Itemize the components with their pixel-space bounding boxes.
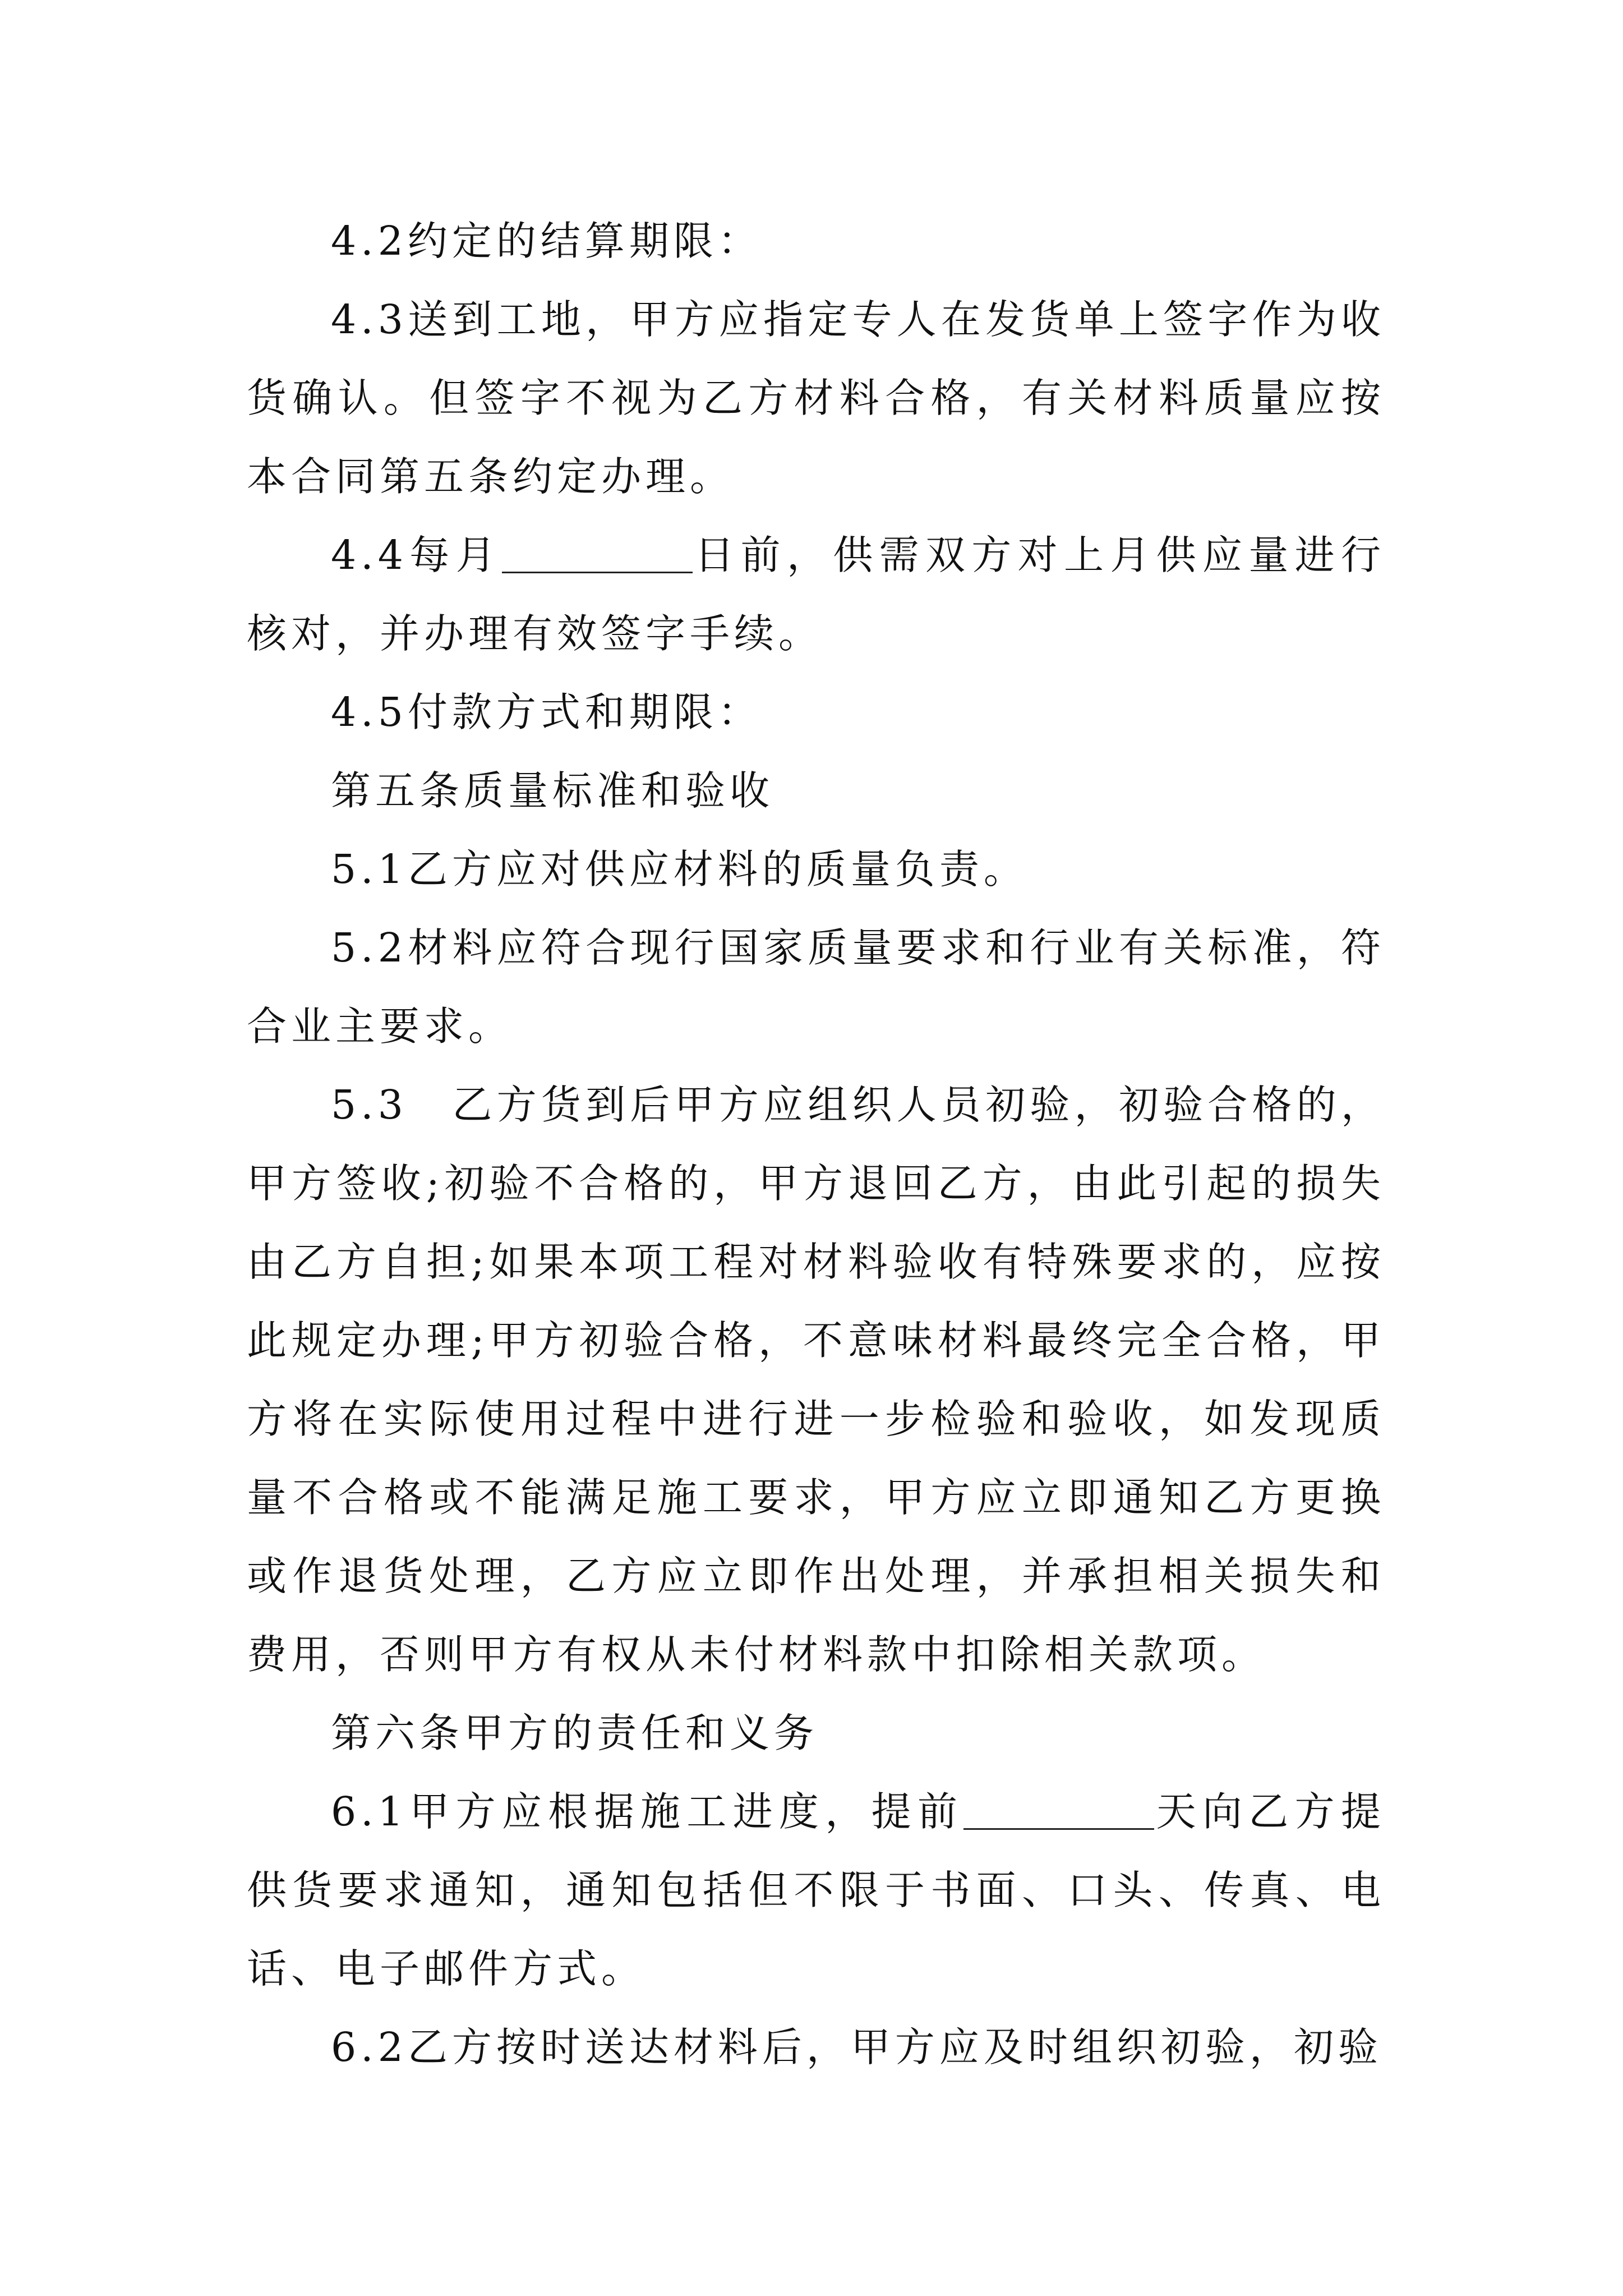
clause-text: 天向乙方提供货要求通知，通知包括但不限于书面、口头、传真、电话、电子邮件方式。 bbox=[247, 1788, 1385, 1992]
article-6-heading bbox=[247, 1694, 1385, 1773]
article-heading-text: 第五条质量标准和验收 bbox=[331, 767, 774, 814]
article-heading-text: 第六条甲方的责任和义务 bbox=[331, 1710, 819, 1756]
clause-text: 5.3 乙方货到后甲方应组织人员初验，初验合格的，甲方签收;初验不合格的，甲方退回乙方，由此引起的损失由乙方自担;如果本项工程对材料验收有特殊要求的，应按此规定办理;甲方初验合格，不意味材料最终完全合格，甲方将在实际使用过程中进行进一步检验和验收，如发现质量不合格或不能满足施工要求，甲方应立即通知乙方更换或作退货处理，乙方应立即作出处理，并承担相关损失和费用，否则甲方有权从未付材料款中扣除相关款项。 bbox=[247, 1082, 1385, 1678]
clause-text: 6.2乙方按时送达材料后，甲方应及时组织初验，初验 bbox=[331, 2024, 1382, 2070]
clause-text: 5.2材料应符合现行国家质量要求和行业有关标准，符合业主要求。 bbox=[247, 924, 1385, 1050]
clause-text: 4.2约定的结算期限： bbox=[331, 218, 762, 264]
clause-4-5 bbox=[247, 673, 1385, 752]
clause-text: 4.5付款方式和期限： bbox=[331, 689, 762, 735]
fill-in-blank-day bbox=[502, 532, 693, 573]
clause-text: 日前，供需双方对上月供应量进行核对，并办理有效签字手续。 bbox=[247, 532, 1385, 657]
clause-4-3 bbox=[247, 280, 1385, 516]
clause-5-3 bbox=[247, 1066, 1385, 1694]
clause-6-2 bbox=[247, 2008, 1385, 2087]
contract-body bbox=[247, 202, 1385, 2087]
fill-in-blank-days bbox=[963, 1789, 1154, 1830]
clause-4-4 bbox=[247, 516, 1385, 673]
clause-5-2 bbox=[247, 909, 1385, 1066]
clause-6-1 bbox=[247, 1773, 1385, 2008]
clause-text: 6.1甲方应根据施工进度，提前 bbox=[331, 1788, 964, 1835]
clause-4-2 bbox=[247, 202, 1385, 280]
clause-text: 5.1乙方应对供应材料的质量负责。 bbox=[331, 846, 1028, 892]
clause-text: 4.4每月 bbox=[331, 532, 502, 578]
clause-text: 4.3送到工地，甲方应指定专人在发货单上签字作为收货确认。但签字不视为乙方材料合格，有关材料质量应按本合同第五条约定办理。 bbox=[247, 296, 1385, 500]
clause-5-1 bbox=[247, 830, 1385, 909]
article-5-heading bbox=[247, 752, 1385, 830]
